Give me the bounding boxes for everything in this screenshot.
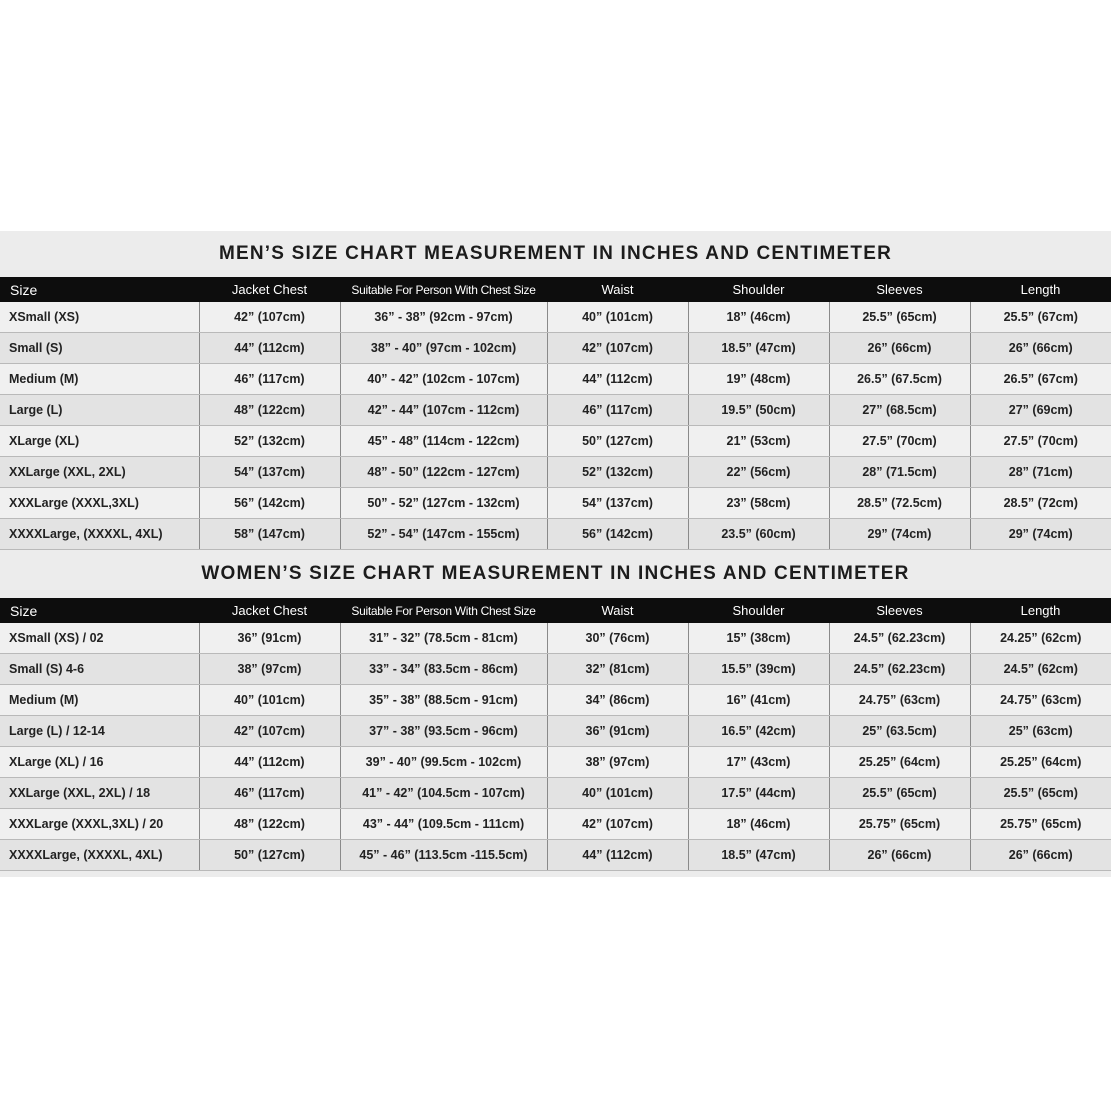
mens-size-table xyxy=(0,277,1111,550)
header-shoulder: Shoulder xyxy=(688,598,829,623)
waist-cell: 36” (91cm) xyxy=(547,716,688,747)
table-row xyxy=(0,747,1111,778)
table-row xyxy=(0,716,1111,747)
header-suitable-chest: Suitable For Person With Chest Size xyxy=(340,277,547,302)
size-cell: XSmall (XS) xyxy=(0,302,199,333)
header-size: Size xyxy=(0,598,199,623)
length-cell: 26” (66cm) xyxy=(970,333,1111,364)
waist-cell: 56” (142cm) xyxy=(547,519,688,550)
length-cell: 24.75” (63cm) xyxy=(970,685,1111,716)
header-jacket-chest: Jacket Chest xyxy=(199,277,340,302)
size-chart-panel xyxy=(0,231,1111,877)
sleeves-cell: 24.5” (62.23cm) xyxy=(829,623,970,654)
sleeves-cell: 24.75” (63cm) xyxy=(829,685,970,716)
header-jacket-chest: Jacket Chest xyxy=(199,598,340,623)
shoulder-cell: 17” (43cm) xyxy=(688,747,829,778)
shoulder-cell: 15.5” (39cm) xyxy=(688,654,829,685)
shoulder-cell: 19” (48cm) xyxy=(688,364,829,395)
suitable-chest-cell: 42” - 44” (107cm - 112cm) xyxy=(340,395,547,426)
waist-cell: 40” (101cm) xyxy=(547,302,688,333)
size-cell: Large (L) xyxy=(0,395,199,426)
sleeves-cell: 26” (66cm) xyxy=(829,840,970,871)
jacket-chest-cell: 46” (117cm) xyxy=(199,364,340,395)
sleeves-cell: 25.25” (64cm) xyxy=(829,747,970,778)
length-cell: 25.5” (67cm) xyxy=(970,302,1111,333)
womens-chart-title: WOMEN’S SIZE CHART MEASUREMENT IN INCHES AND CENTIMETER xyxy=(201,563,910,584)
shoulder-cell: 15” (38cm) xyxy=(688,623,829,654)
waist-cell: 32” (81cm) xyxy=(547,654,688,685)
table-row xyxy=(0,654,1111,685)
jacket-chest-cell: 40” (101cm) xyxy=(199,685,340,716)
sleeves-cell: 28” (71.5cm) xyxy=(829,457,970,488)
size-cell: XXLarge (XXL, 2XL) / 18 xyxy=(0,778,199,809)
waist-cell: 54” (137cm) xyxy=(547,488,688,519)
suitable-chest-cell: 40” - 42” (102cm - 107cm) xyxy=(340,364,547,395)
length-cell: 25.5” (65cm) xyxy=(970,778,1111,809)
waist-cell: 42” (107cm) xyxy=(547,809,688,840)
header-length: Length xyxy=(970,598,1111,623)
table-header-row xyxy=(0,598,1111,623)
sleeves-cell: 24.5” (62.23cm) xyxy=(829,654,970,685)
suitable-chest-cell: 50” - 52” (127cm - 132cm) xyxy=(340,488,547,519)
table-row xyxy=(0,426,1111,457)
suitable-chest-cell: 38” - 40” (97cm - 102cm) xyxy=(340,333,547,364)
mens-size-chart xyxy=(0,231,1111,550)
header-waist: Waist xyxy=(547,277,688,302)
length-cell: 26” (66cm) xyxy=(970,840,1111,871)
length-cell: 24.5” (62cm) xyxy=(970,654,1111,685)
jacket-chest-cell: 54” (137cm) xyxy=(199,457,340,488)
waist-cell: 52” (132cm) xyxy=(547,457,688,488)
suitable-chest-cell: 39” - 40” (99.5cm - 102cm) xyxy=(340,747,547,778)
sleeves-cell: 25.5” (65cm) xyxy=(829,778,970,809)
sleeves-cell: 27” (68.5cm) xyxy=(829,395,970,426)
shoulder-cell: 16” (41cm) xyxy=(688,685,829,716)
table-row xyxy=(0,333,1111,364)
size-cell: Small (S) 4-6 xyxy=(0,654,199,685)
suitable-chest-cell: 48” - 50” (122cm - 127cm) xyxy=(340,457,547,488)
suitable-chest-cell: 45” - 48” (114cm - 122cm) xyxy=(340,426,547,457)
length-cell: 28.5” (72cm) xyxy=(970,488,1111,519)
sleeves-cell: 25” (63.5cm) xyxy=(829,716,970,747)
suitable-chest-cell: 37” - 38” (93.5cm - 96cm) xyxy=(340,716,547,747)
size-cell: Medium (M) xyxy=(0,685,199,716)
length-cell: 29” (74cm) xyxy=(970,519,1111,550)
table-row xyxy=(0,685,1111,716)
table-row xyxy=(0,364,1111,395)
suitable-chest-cell: 45” - 46” (113.5cm -115.5cm) xyxy=(340,840,547,871)
mens-chart-title: MEN’S SIZE CHART MEASUREMENT IN INCHES AND CENTIMETER xyxy=(218,243,893,264)
shoulder-cell: 23.5” (60cm) xyxy=(688,519,829,550)
shoulder-cell: 17.5” (44cm) xyxy=(688,778,829,809)
jacket-chest-cell: 44” (112cm) xyxy=(199,747,340,778)
size-cell: XXXLarge (XXXL,3XL) / 20 xyxy=(0,809,199,840)
jacket-chest-cell: 58” (147cm) xyxy=(199,519,340,550)
size-cell: XXXXLarge, (XXXXL, 4XL) xyxy=(0,840,199,871)
length-cell: 25.25” (64cm) xyxy=(970,747,1111,778)
sleeves-cell: 28.5” (72.5cm) xyxy=(829,488,970,519)
sleeves-cell: 26.5” (67.5cm) xyxy=(829,364,970,395)
header-suitable-chest: Suitable For Person With Chest Size xyxy=(340,598,547,623)
sleeves-cell: 26” (66cm) xyxy=(829,333,970,364)
size-cell: Medium (M) xyxy=(0,364,199,395)
header-size: Size xyxy=(0,277,199,302)
waist-cell: 40” (101cm) xyxy=(547,778,688,809)
size-cell: XXXXLarge, (XXXXL, 4XL) xyxy=(0,519,199,550)
length-cell: 25” (63cm) xyxy=(970,716,1111,747)
shoulder-cell: 18” (46cm) xyxy=(688,302,829,333)
waist-cell: 50” (127cm) xyxy=(547,426,688,457)
size-cell: XXLarge (XXL, 2XL) xyxy=(0,457,199,488)
jacket-chest-cell: 42” (107cm) xyxy=(199,716,340,747)
header-shoulder: Shoulder xyxy=(688,277,829,302)
jacket-chest-cell: 46” (117cm) xyxy=(199,778,340,809)
table-row xyxy=(0,457,1111,488)
jacket-chest-cell: 38” (97cm) xyxy=(199,654,340,685)
shoulder-cell: 19.5” (50cm) xyxy=(688,395,829,426)
table-header-row xyxy=(0,277,1111,302)
shoulder-cell: 18” (46cm) xyxy=(688,809,829,840)
womens-size-chart xyxy=(0,550,1111,871)
sleeves-cell: 25.5” (65cm) xyxy=(829,302,970,333)
table-row xyxy=(0,519,1111,550)
suitable-chest-cell: 41” - 42” (104.5cm - 107cm) xyxy=(340,778,547,809)
jacket-chest-cell: 48” (122cm) xyxy=(199,809,340,840)
waist-cell: 44” (112cm) xyxy=(547,364,688,395)
length-cell: 27” (69cm) xyxy=(970,395,1111,426)
shoulder-cell: 18.5” (47cm) xyxy=(688,840,829,871)
sleeves-cell: 25.75” (65cm) xyxy=(829,809,970,840)
size-cell: Small (S) xyxy=(0,333,199,364)
length-cell: 25.75” (65cm) xyxy=(970,809,1111,840)
waist-cell: 44” (112cm) xyxy=(547,840,688,871)
waist-cell: 30” (76cm) xyxy=(547,623,688,654)
waist-cell: 42” (107cm) xyxy=(547,333,688,364)
suitable-chest-cell: 43” - 44” (109.5cm - 111cm) xyxy=(340,809,547,840)
jacket-chest-cell: 52” (132cm) xyxy=(199,426,340,457)
shoulder-cell: 21” (53cm) xyxy=(688,426,829,457)
header-sleeves: Sleeves xyxy=(829,277,970,302)
length-cell: 28” (71cm) xyxy=(970,457,1111,488)
header-length: Length xyxy=(970,277,1111,302)
length-cell: 24.25” (62cm) xyxy=(970,623,1111,654)
sleeves-cell: 27.5” (70cm) xyxy=(829,426,970,457)
suitable-chest-cell: 33” - 34” (83.5cm - 86cm) xyxy=(340,654,547,685)
table-row xyxy=(0,778,1111,809)
jacket-chest-cell: 36” (91cm) xyxy=(199,623,340,654)
womens-size-table xyxy=(0,598,1111,871)
size-cell: Large (L) / 12-14 xyxy=(0,716,199,747)
jacket-chest-cell: 56” (142cm) xyxy=(199,488,340,519)
size-cell: XLarge (XL) / 16 xyxy=(0,747,199,778)
waist-cell: 34” (86cm) xyxy=(547,685,688,716)
shoulder-cell: 18.5” (47cm) xyxy=(688,333,829,364)
table-row xyxy=(0,395,1111,426)
suitable-chest-cell: 35” - 38” (88.5cm - 91cm) xyxy=(340,685,547,716)
size-cell: XLarge (XL) xyxy=(0,426,199,457)
size-cell: XSmall (XS) / 02 xyxy=(0,623,199,654)
length-cell: 27.5” (70cm) xyxy=(970,426,1111,457)
length-cell: 26.5” (67cm) xyxy=(970,364,1111,395)
jacket-chest-cell: 44” (112cm) xyxy=(199,333,340,364)
suitable-chest-cell: 52” - 54” (147cm - 155cm) xyxy=(340,519,547,550)
jacket-chest-cell: 42” (107cm) xyxy=(199,302,340,333)
waist-cell: 46” (117cm) xyxy=(547,395,688,426)
header-waist: Waist xyxy=(547,598,688,623)
table-row xyxy=(0,488,1111,519)
jacket-chest-cell: 50” (127cm) xyxy=(199,840,340,871)
sleeves-cell: 29” (74cm) xyxy=(829,519,970,550)
waist-cell: 38” (97cm) xyxy=(547,747,688,778)
shoulder-cell: 23” (58cm) xyxy=(688,488,829,519)
suitable-chest-cell: 36” - 38” (92cm - 97cm) xyxy=(340,302,547,333)
table-row xyxy=(0,840,1111,871)
header-sleeves: Sleeves xyxy=(829,598,970,623)
shoulder-cell: 22” (56cm) xyxy=(688,457,829,488)
shoulder-cell: 16.5” (42cm) xyxy=(688,716,829,747)
table-row xyxy=(0,302,1111,333)
suitable-chest-cell: 31” - 32” (78.5cm - 81cm) xyxy=(340,623,547,654)
size-cell: XXXLarge (XXXL,3XL) xyxy=(0,488,199,519)
table-row xyxy=(0,809,1111,840)
table-row xyxy=(0,623,1111,654)
jacket-chest-cell: 48” (122cm) xyxy=(199,395,340,426)
